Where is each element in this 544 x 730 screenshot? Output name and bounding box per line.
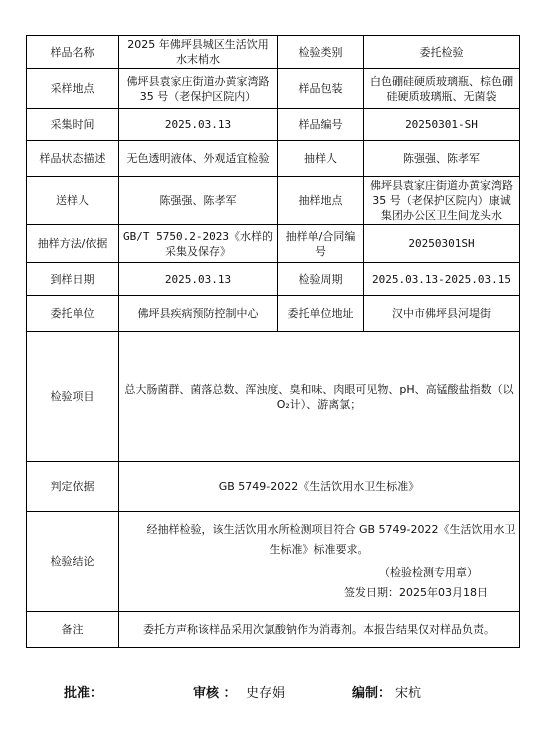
row-collection-time [27,109,520,141]
client-address-label: 委托单位地址 [278,296,364,332]
sampling-method-label: 抽样方法/依据 [27,225,119,263]
collection-time-label: 采集时间 [27,109,119,141]
conclusion-cell [119,512,520,612]
inspection-period-label: 检验周期 [278,263,364,296]
sample-state-value: 无色透明液体、外观适宜检验 [119,141,278,177]
inspection-items-label: 检验项目 [27,332,119,462]
client-label: 委托单位 [27,296,119,332]
inspection-type-value: 委托检验 [364,36,520,69]
inspection-report-table [26,35,520,648]
remark-label: 备注 [27,612,119,648]
compiler-name: 宋杭 [395,686,422,701]
contract-number-value: 20250301SH [364,225,520,263]
row-sample-name [27,36,520,69]
row-inspection-items [27,332,520,462]
arrival-date-value: 2025.03.13 [119,263,278,296]
review-label: 审核 ： [193,686,237,701]
row-sample-state [27,141,520,177]
row-sampling-site [27,69,520,109]
row-remark [27,612,520,648]
contract-number-label: 抽样单/合同编号 [278,225,364,263]
sampler-label: 抽样人 [278,141,364,177]
row-basis [27,462,520,512]
approve-label: 批准： [64,686,104,701]
sampler-value: 陈强强、陈孝军 [364,141,520,177]
sampling-location-label: 抽样地点 [278,177,364,225]
sample-name-value: 2025 年佛坪县城区生活饮用水末梢水 [119,36,278,69]
remark-value: 委托方声称该样品采用次氯酸钠作为消毒剂。本报告结果仅对样品负责。 [119,612,520,648]
row-delivery [27,177,520,225]
sample-packaging-value: 白色硼硅硬质玻璃瓶、棕色硼硅硬质玻璃瓶、无菌袋 [364,69,520,109]
conclusion-text: 经抽样检验，该生活饮用水所检测项目符合 GB 5749-2022《生活饮用水卫生标准》标准要求。 [146,523,516,556]
basis-value: GB 5749-2022《生活饮用水卫生标准》 [119,462,520,512]
sample-packaging-label: 样品包装 [278,69,364,109]
sampling-site-value: 佛坪县袁家庄街道办黄家湾路 35 号（老保护区院内） [119,69,278,109]
signature-footer [0,682,544,702]
sample-number-label: 样品编号 [278,109,364,141]
row-arrival-date [27,263,520,296]
issue-date: 签发日期：2025年03月18日 [344,586,488,599]
sample-state-label: 样品状态描述 [27,141,119,177]
compile-label: 编制： [352,686,392,701]
basis-label: 判定依据 [27,462,119,512]
row-sampling-method [27,225,520,263]
sampling-site-label: 采样地点 [27,69,119,109]
sample-number-value: 20250301-SH [364,109,520,141]
reviewer-name: 史存娟 [246,686,286,701]
sampling-location-value: 佛坪县袁家庄街道办黄家湾路 35 号（老保护区院内）康诚集团办公区卫生间龙头水 [364,177,520,225]
client-value: 佛坪县疾病预防控制中心 [119,296,278,332]
sender-label: 送样人 [27,177,119,225]
sender-value: 陈强强、陈孝军 [119,177,278,225]
conclusion-label: 检验结论 [27,512,119,612]
inspection-type-label: 检验类别 [278,36,364,69]
row-client [27,296,520,332]
sample-name-label: 样品名称 [27,36,119,69]
collection-time-value: 2025.03.13 [119,109,278,141]
arrival-date-label: 到样日期 [27,263,119,296]
row-conclusion [27,512,520,612]
conclusion-seal-note: （检验检测专用章） [379,566,478,579]
inspection-items-value: 总大肠菌群、菌落总数、浑浊度、臭和味、肉眼可见物、pH、高锰酸盐指数（以 O₂计）、游离氯； [119,332,520,462]
sampling-method-value: GB/T 5750.2-2023《水样的采集及保存》 [119,225,278,263]
inspection-period-value: 2025.03.13-2025.03.15 [364,263,520,296]
client-address-value: 汉中市佛坪县河堤街 [364,296,520,332]
